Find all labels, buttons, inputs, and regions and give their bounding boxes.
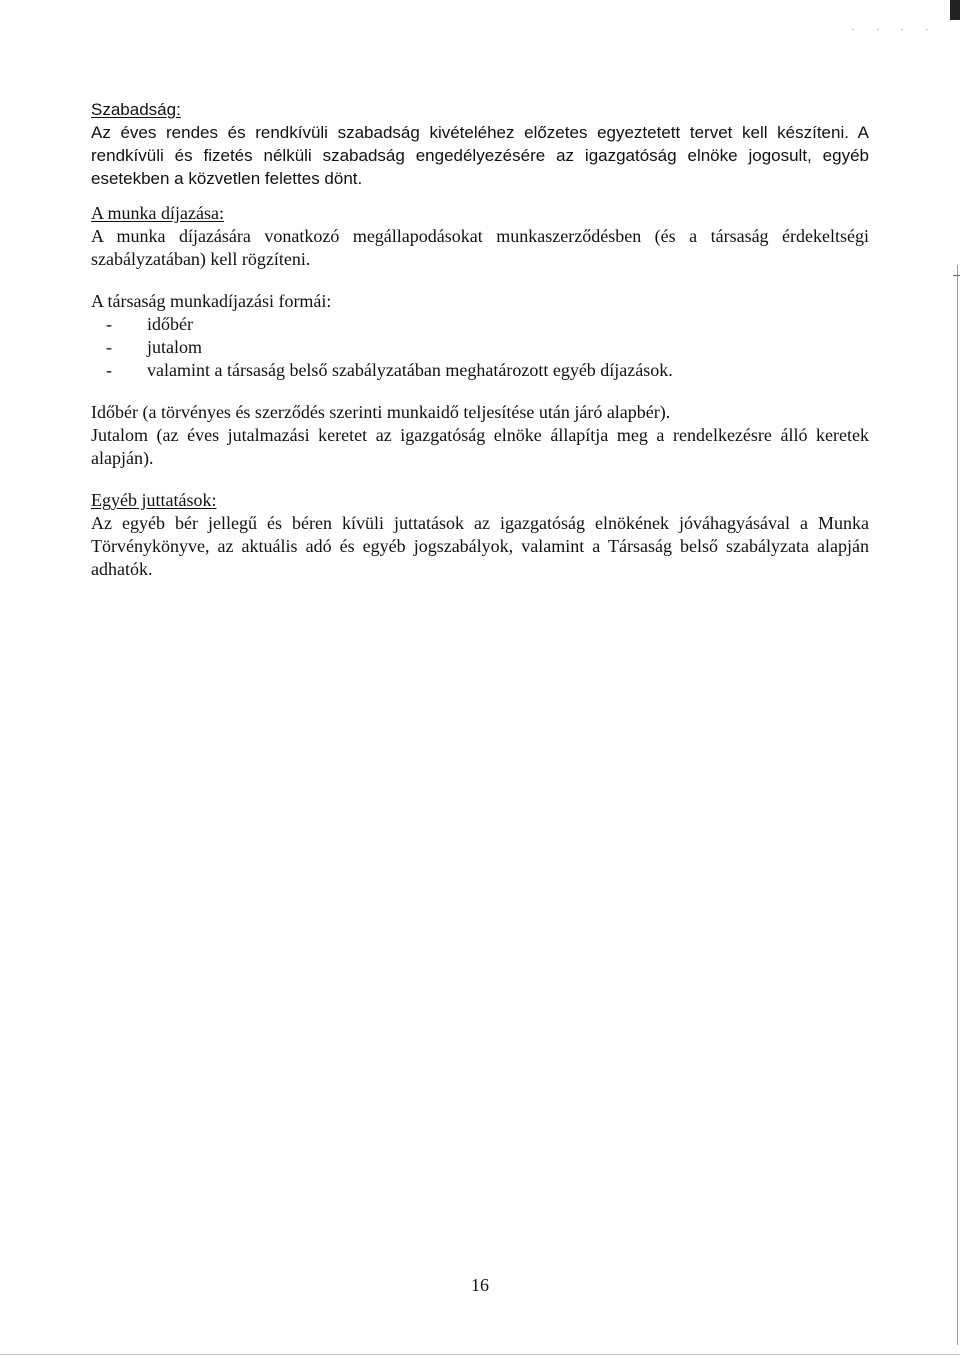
section-text-other-benefits: Az egyéb bér jellegű és béren kívüli juttatások az igazgatóság elnökének jóváhagyásával a Munka Törvénykönyve, az aktuális adó és egyéb jogszabályok, valamint a Társaság belső szabályzata alapján adhatók. [91, 513, 869, 579]
list-item-text: valamint a társaság belső szabályzatában meghatározott egyéb díjazások. [147, 360, 673, 380]
scan-bottom-line [0, 1354, 960, 1355]
pay-forms-list [91, 313, 869, 382]
list-item [91, 336, 869, 359]
page-number: 16 [471, 1275, 489, 1295]
section-heading-vacation: Szabadság: [91, 100, 181, 119]
section-vacation [91, 98, 869, 190]
section-pay-forms [91, 290, 869, 382]
definition-time-wage: Időbér (a törvényes és szerződés szerinti munkaidő teljesítése után járó alapbér). [91, 402, 671, 422]
pay-forms-intro: A társaság munkadíjazási formái: [91, 291, 332, 311]
scan-edge-tick [953, 275, 960, 276]
list-item [91, 359, 869, 382]
list-dash: - [106, 337, 112, 357]
section-heading-other-benefits: Egyéb juttatások: [91, 490, 217, 510]
section-pay [91, 202, 869, 271]
section-text-vacation: Az éves rendes és rendkívüli szabadság kivételéhez előzetes egyeztetett tervet kell készíteni. A rendkívüli és fizetés nélküli szabadság engedélyezésére az igazgatóság elnöke jogosult, egyéb esetekben a közvetlen felettes dönt. [91, 123, 869, 188]
list-dash: - [106, 314, 112, 334]
scan-corner-marks: . . . . [852, 22, 938, 32]
section-heading-pay: A munka díjazása: [91, 203, 224, 223]
section-other-benefits [91, 489, 869, 581]
document-body [91, 98, 869, 600]
section-text-pay: A munka díjazására vonatkozó megállapodásokat munkaszerződésben (és a társaság érdekeltségi szabályzatában) kell rögzíteni. [91, 226, 869, 269]
scan-edge-line [957, 265, 958, 1345]
section-definitions [91, 401, 869, 470]
scan-edge-mark [950, 0, 960, 20]
list-item-text: jutalom [147, 337, 202, 357]
list-item [91, 313, 869, 336]
list-item-text: időbér [147, 314, 193, 334]
list-dash: - [106, 360, 112, 380]
definition-bonus: Jutalom (az éves jutalmazási keretet az igazgatóság elnöke állapítja meg a rendelkezésre álló keretek alapján). [91, 425, 869, 468]
